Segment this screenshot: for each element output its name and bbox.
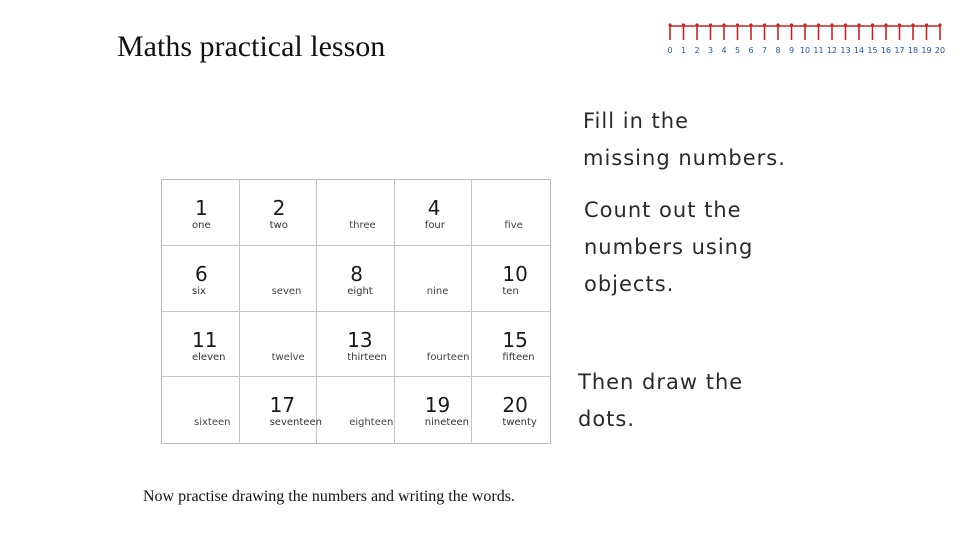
number-line-label: 12	[826, 46, 838, 55]
cell-number: 1	[195, 196, 208, 220]
number-line-label: 0	[667, 46, 673, 55]
cell-word: twenty	[502, 417, 537, 429]
cell-number: 4	[427, 196, 441, 220]
cell-number: 13	[347, 327, 373, 352]
instruction-line: dots.	[578, 407, 636, 431]
instruction-line: Then draw the	[578, 370, 744, 394]
cell-word: seven	[271, 285, 302, 297]
grid-cell	[240, 312, 318, 378]
number-line-dot	[776, 23, 779, 26]
instruction-line: missing numbers.	[583, 146, 786, 170]
cell-word: six	[192, 285, 206, 297]
number-line-dot	[844, 23, 847, 26]
number-line-dot	[871, 23, 874, 26]
grid-cell	[317, 180, 395, 246]
cell-word: nineteen	[424, 417, 469, 429]
grid-cell	[317, 377, 395, 443]
grid-cell	[240, 180, 318, 246]
cell-word: two	[269, 220, 288, 231]
cell-word: fourteen	[426, 351, 470, 363]
cell-number: 19	[424, 393, 451, 418]
grid-cell	[240, 246, 318, 312]
cell-word: ten	[502, 285, 519, 297]
cell-word: thirteen	[347, 351, 387, 363]
number-line-label: 16	[880, 46, 892, 55]
cell-number: 8	[350, 261, 363, 286]
cell-word: nine	[426, 285, 449, 297]
number-line-label: 8	[775, 46, 781, 55]
number-line-label: 20	[934, 46, 946, 55]
number-line-label: 9	[788, 46, 795, 55]
grid-cell	[395, 180, 473, 246]
grid-cell	[395, 377, 473, 443]
grid-cell	[317, 246, 395, 312]
number-line-dot	[695, 23, 698, 26]
grid-cell	[472, 377, 550, 443]
cell-word: five	[504, 220, 523, 231]
cell-word: twelve	[271, 351, 305, 363]
number-line-dot	[803, 23, 806, 26]
number-line-dot	[736, 23, 739, 26]
number-word-grid	[161, 179, 551, 444]
number-line-dot	[857, 23, 860, 26]
slide-title: Maths practical lesson	[117, 30, 386, 63]
number-line-label: 13	[840, 46, 851, 55]
cell-number: 15	[502, 327, 528, 352]
grid-cell	[240, 377, 322, 443]
number-line-dot	[898, 23, 901, 26]
number-line-dot	[830, 23, 833, 26]
number-line-label: 10	[799, 46, 811, 55]
cell-word: sixteen	[194, 417, 231, 429]
cell-number: 6	[195, 261, 208, 286]
number-line-dot	[749, 23, 752, 26]
grid-cell	[162, 180, 240, 246]
number-line-label: 3	[707, 46, 714, 55]
number-line-label: 11	[813, 46, 824, 55]
number-line	[664, 18, 946, 60]
number-line-label: 2	[694, 46, 700, 55]
number-line-label: 4	[721, 46, 727, 55]
number-line-label: 17	[894, 46, 905, 55]
instruction-draw-dots	[578, 364, 743, 438]
instruction-line: numbers using	[584, 235, 754, 259]
cell-number: 11	[192, 327, 218, 352]
instruction-line: Count out the	[584, 198, 742, 222]
cell-number: 10	[502, 261, 528, 286]
number-line-label: 15	[867, 46, 878, 55]
number-line-dot	[817, 23, 820, 26]
number-line-dot	[911, 23, 914, 26]
instruction-line: Fill in the	[583, 109, 690, 133]
grid-cell	[162, 312, 240, 378]
cell-number: 2	[272, 196, 286, 220]
number-line-dot	[884, 23, 887, 26]
instruction-line: objects.	[584, 272, 675, 296]
cell-word: eighteen	[349, 417, 394, 429]
number-line-dot	[938, 23, 941, 26]
cell-number: 20	[502, 393, 528, 418]
cell-word: four	[424, 220, 445, 231]
grid-cell	[472, 312, 550, 378]
cell-word: seventeen	[269, 417, 322, 429]
cell-word: fifteen	[502, 351, 535, 363]
number-line-label: 7	[761, 46, 768, 55]
cell-word: one	[192, 220, 211, 231]
cell-word: eleven	[192, 351, 226, 363]
instruction-count-objects	[584, 192, 753, 303]
cell-number: 17	[269, 393, 296, 418]
grid-cell	[162, 246, 240, 312]
number-line-dot	[763, 23, 766, 26]
number-line-dot	[925, 23, 928, 26]
number-line-label: 19	[921, 46, 932, 55]
cell-word: three	[349, 220, 376, 231]
grid-cell	[395, 312, 473, 378]
grid-cell	[472, 180, 550, 246]
instruction-fill-missing	[583, 103, 786, 177]
number-line-label: 1	[680, 46, 687, 55]
number-line-label: 6	[748, 46, 754, 55]
number-line-dot	[709, 23, 712, 26]
grid-cell	[472, 246, 550, 312]
number-line-dot	[668, 23, 671, 26]
number-line-dot	[682, 23, 685, 26]
grid-cell	[395, 246, 473, 312]
number-line-label: 5	[734, 46, 741, 55]
number-line-label: 14	[853, 46, 865, 55]
grid-cell	[162, 377, 240, 443]
slide-footer: Now practise drawing the numbers and writing the words.	[143, 488, 515, 505]
number-line-label: 18	[907, 46, 919, 55]
grid-cell	[317, 312, 395, 378]
cell-word: eight	[347, 285, 373, 297]
number-line-dot	[790, 23, 793, 26]
number-line-dot	[722, 23, 725, 26]
